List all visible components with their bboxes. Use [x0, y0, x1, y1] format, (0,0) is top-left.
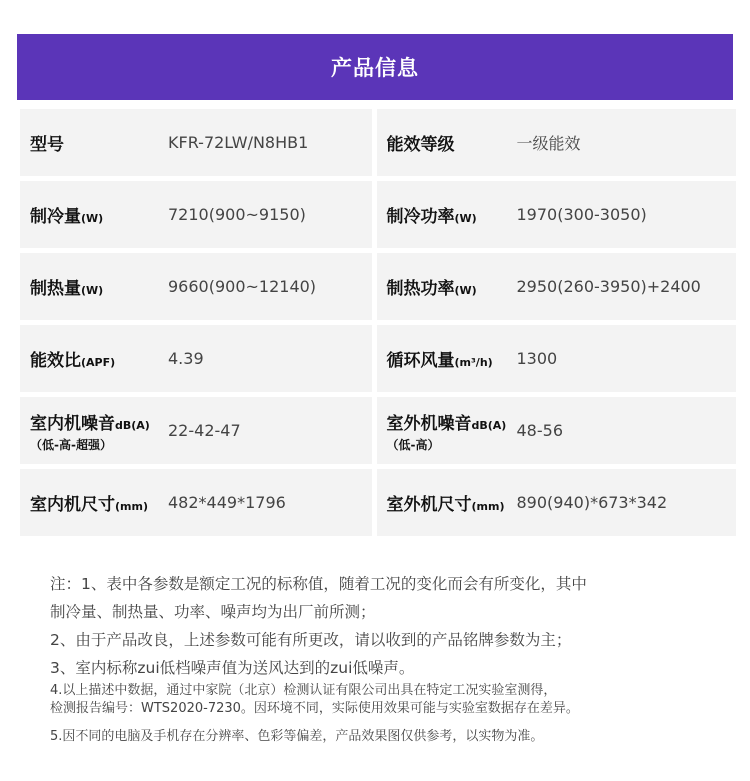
- spec-value: 2950(260-3950)+2400: [516, 277, 701, 296]
- note-line: 注：1、表中各参数是额定工况的标称值，随着工况的变化而会有所变化，其中: [50, 575, 587, 593]
- spec-sublabel: （低-高-超强）: [30, 437, 112, 452]
- note-line: 检测报告编号：WTS2020-7230。因环境不同，实际使用效果可能与实验室数据存在差异。: [50, 701, 579, 716]
- spec-cell-indoor-noise: [20, 397, 372, 464]
- spec-cell-cooling-capacity: [20, 181, 372, 248]
- spec-unit: (mm): [471, 500, 505, 513]
- note-line: 制冷量、制热量、功率、噪声均为出厂前所测；: [50, 603, 376, 621]
- spec-value: 7210(900~9150): [168, 205, 306, 224]
- spec-label: 室内机尺寸(mm): [30, 495, 148, 515]
- spec-value: 482*449*1796: [168, 493, 286, 512]
- spec-label: 能效等级: [386, 135, 455, 155]
- spec-cell-cooling-power: [377, 181, 737, 248]
- spec-unit: (W): [454, 284, 477, 297]
- spec-value: 9660(900~12140): [168, 277, 317, 296]
- spec-cell-indoor-size: [20, 469, 372, 536]
- spec-unit: (APF): [81, 356, 116, 369]
- spec-value: 48-56: [516, 421, 563, 440]
- spec-label: 制热功率(W): [386, 279, 477, 299]
- spec-cell-apf: [20, 325, 372, 392]
- spec-label: 循环风量(m³/h): [386, 351, 493, 371]
- spec-cell-efficiency-grade: [377, 109, 737, 176]
- spec-value: 一级能效: [516, 134, 581, 153]
- spec-value: 22-42-47: [168, 421, 241, 440]
- spec-label: 室外机噪音dB(A) （低-高）: [377, 409, 517, 453]
- spec-table: [20, 109, 736, 541]
- spec-unit: dB(A): [471, 418, 507, 432]
- spec-row: [20, 325, 736, 392]
- spec-label: 制冷功率(W): [386, 207, 477, 227]
- spec-label: 型号: [30, 135, 64, 155]
- spec-value: KFR-72LW/N8HB1: [168, 133, 309, 152]
- spec-unit: dB(A): [115, 418, 150, 432]
- spec-cell-outdoor-noise: [377, 397, 737, 464]
- spec-cell-model: [20, 109, 372, 176]
- section-title: 产品信息: [331, 56, 419, 80]
- footnotes: [50, 570, 740, 746]
- spec-row: [20, 397, 736, 464]
- spec-unit: (W): [81, 212, 104, 225]
- note-line: 2、由于产品改良，上述参数可能有所更改，请以收到的产品铭牌参数为主；: [50, 631, 572, 649]
- spec-unit: (mm): [115, 500, 148, 513]
- spec-cell-heating-capacity: [20, 253, 372, 320]
- spec-unit: (W): [454, 212, 477, 225]
- spec-sublabel: （低-高）: [386, 437, 440, 452]
- spec-label: 制冷量(W): [30, 207, 104, 227]
- note-line: 5.因不同的电脑及手机存在分辨率、色彩等偏差，产品效果图仅供参考，以实物为准。: [50, 729, 544, 744]
- spec-label: 能效比(APF): [30, 351, 116, 371]
- spec-unit: (m³/h): [454, 356, 493, 369]
- spec-label: 室外机尺寸(mm): [386, 495, 505, 515]
- note-line: 3、室内标称zui低档噪声值为送风达到的zui低噪声。: [50, 659, 415, 677]
- spec-value: 1300: [516, 349, 558, 368]
- section-header: [17, 34, 733, 100]
- spec-unit: (W): [81, 284, 104, 297]
- spec-cell-outdoor-size: [377, 469, 737, 536]
- spec-value: 1970(300-3050): [516, 205, 647, 224]
- spec-row: [20, 109, 736, 176]
- spec-row: [20, 253, 736, 320]
- spec-value: 4.39: [168, 349, 204, 368]
- spec-label: 室内机噪音dB(A) （低-高-超强）: [20, 409, 168, 453]
- note-line: 4.以上描述中数据，通过中家院（北京）检测认证有限公司出具在特定工况实验室测得，: [50, 683, 557, 698]
- spec-label: 制热量(W): [30, 279, 104, 299]
- spec-cell-airflow: [377, 325, 737, 392]
- spec-cell-heating-power: [377, 253, 737, 320]
- spec-value: 890(940)*673*342: [516, 493, 668, 512]
- spec-row: [20, 469, 736, 536]
- spec-row: [20, 181, 736, 248]
